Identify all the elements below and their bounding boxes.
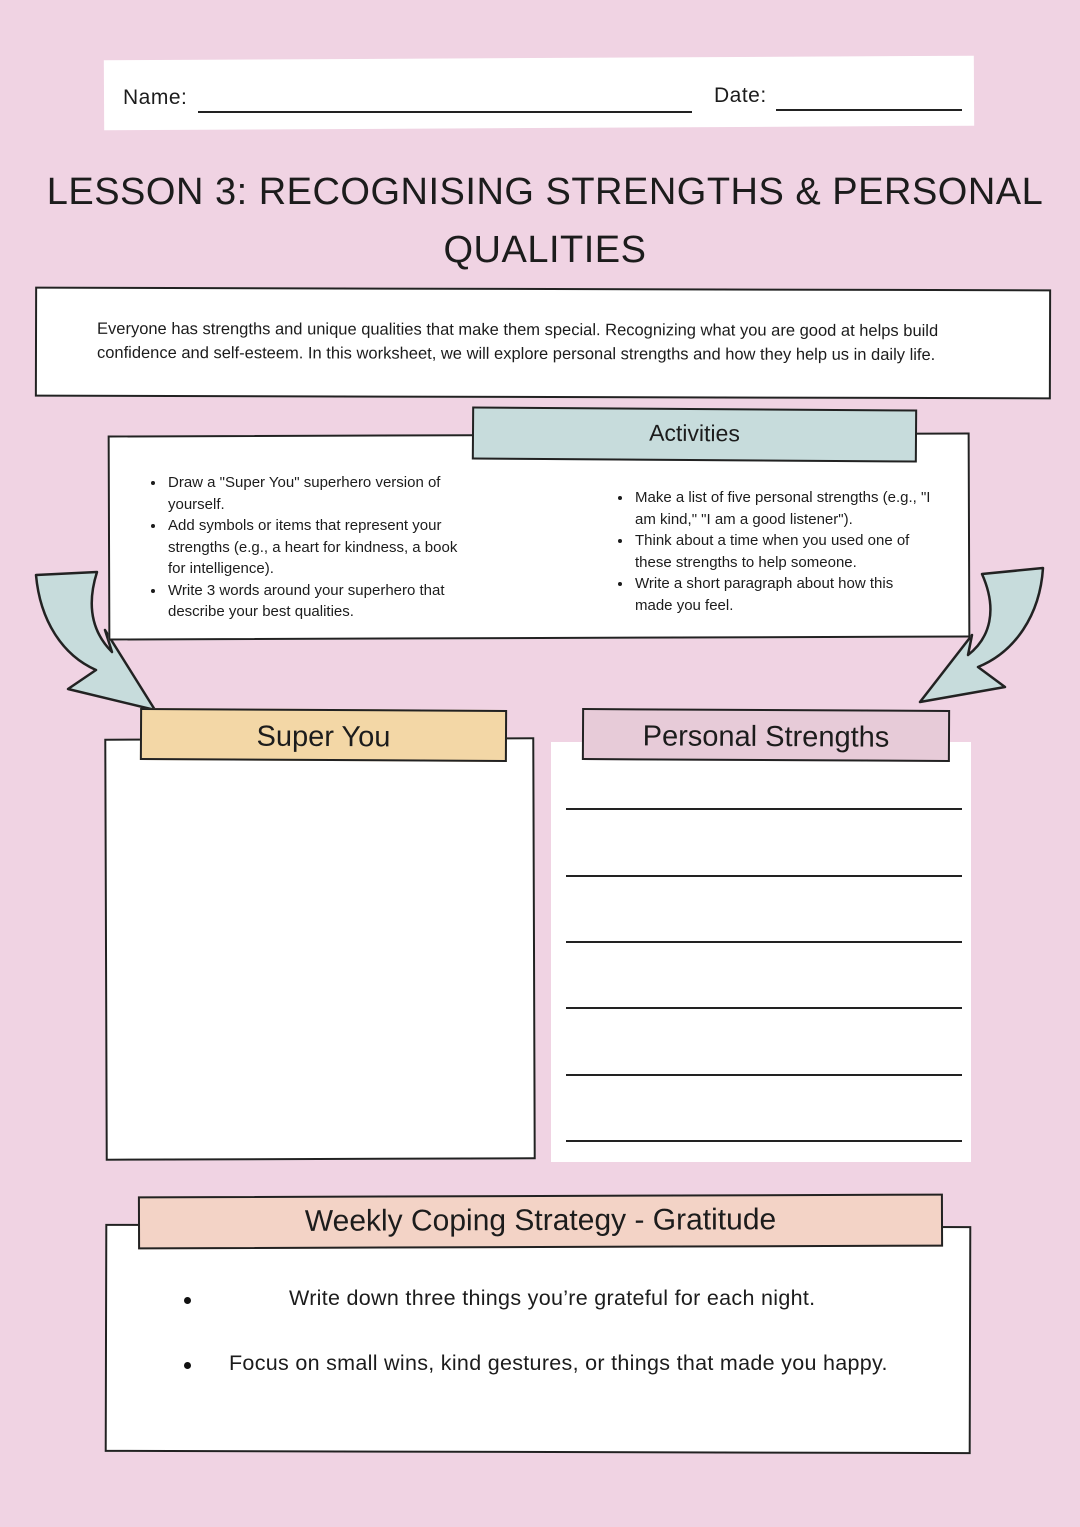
writing-line[interactable] [566,1140,962,1142]
writing-line[interactable] [566,875,962,877]
writing-line[interactable] [566,808,962,810]
page-title: LESSON 3: RECOGNISING STRENGTHS & PERSONAL QUALITIES [46,171,1044,271]
list-item: • Draw a "Super You" superhero version of yourself. [166,472,464,515]
intro-box [35,287,1051,400]
list-item: • Write a short paragraph about how this made you feel. [633,573,931,616]
name-field[interactable] [198,111,692,113]
activities-heading: Activities [472,406,917,462]
bullet-icon [184,1297,191,1304]
weekly-strategy-box [105,1224,972,1454]
list-item: • Make a list of five personal strengths (e.g., "I am kind," "I am a good listener"). [633,487,931,530]
activities-left-list [144,472,464,623]
weekly-item: Focus on small wins, kind gestures, or things that made you happy. [229,1351,888,1375]
list-item: • Add symbols or items that represent your strengths (e.g., a heart for kindness, a book for intelligence). [166,515,464,580]
personal-strengths-box [551,742,971,1162]
writing-line[interactable] [566,1074,962,1076]
name-label: Name: [123,86,188,109]
list-item: • Write 3 words around your superhero that describe your best qualities. [166,580,464,623]
personal-strengths-heading: Personal Strengths [582,708,950,762]
name-date-strip [104,56,974,131]
weekly-item: Write down three things you’re grateful for each night. [289,1286,816,1310]
list-item: • Think about a time when you used one of these strengths to help someone. [633,530,931,573]
bullet-icon [184,1362,191,1369]
intro-text: Everyone has strengths and unique qualities that make them special. Recognizing what you are good at helps build confidence and self-esteem. In this worksheet, we will explore personal strengths and how they help us in daily life. [96,319,939,365]
super-you-heading: Super You [140,708,507,762]
weekly-strategy-heading: Weekly Coping Strategy - Gratitude [138,1194,943,1250]
date-field[interactable] [776,109,962,111]
writing-line[interactable] [566,1007,962,1009]
activities-right-list [611,487,931,616]
writing-line[interactable] [566,941,962,943]
date-label: Date: [714,84,767,107]
super-you-drawing-area[interactable] [104,737,535,1160]
